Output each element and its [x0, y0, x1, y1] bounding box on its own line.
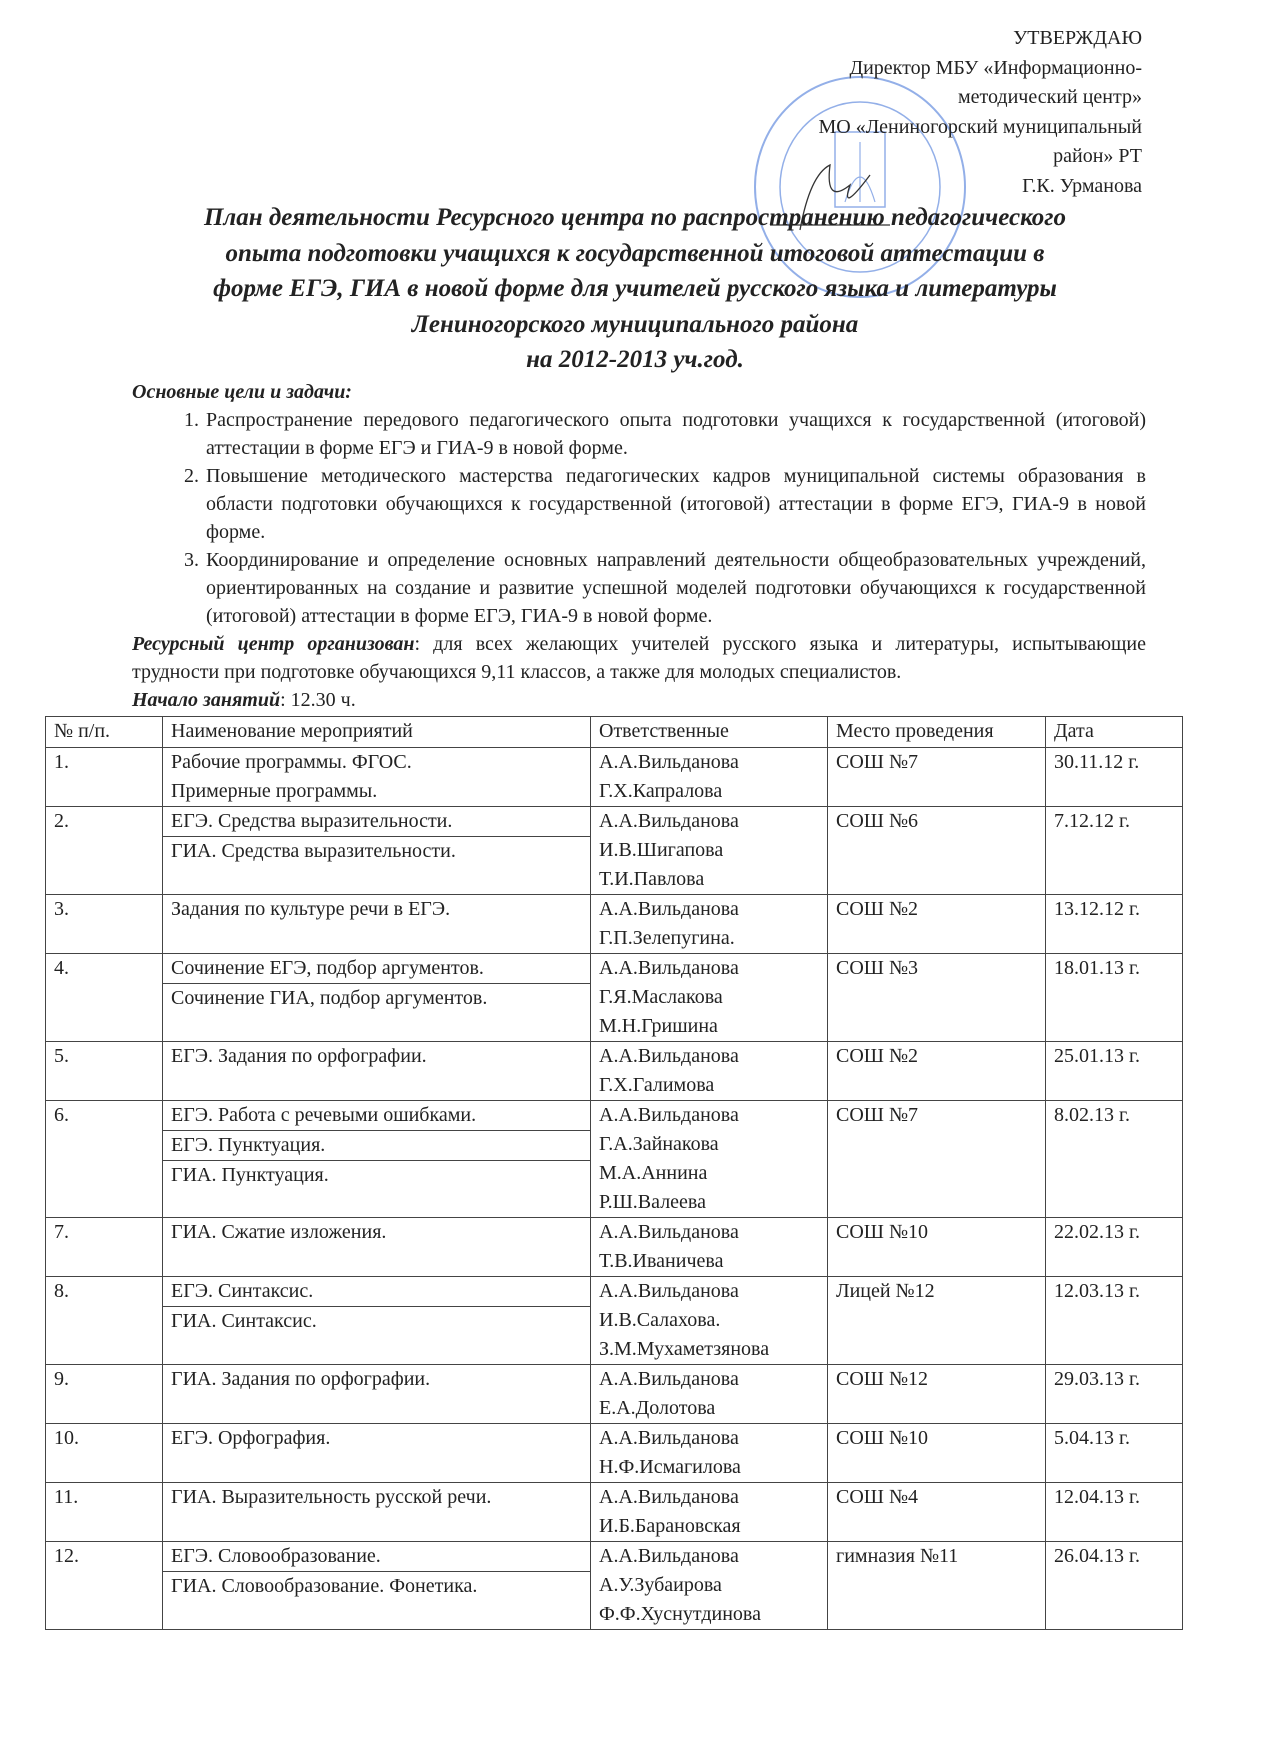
responsible-person: Н.Ф.Исмагилова: [599, 1456, 741, 1478]
start-time: [132, 686, 1146, 714]
event-item: [163, 954, 590, 984]
goal-item: 1. Распространение передового педагогического опыта подготовки учащихся к государственной (итоговой) аттестации в форме ЕГЭ и ГИА-9 в новой форме.: [204, 406, 1146, 462]
event-names: [163, 1542, 591, 1630]
approval-line: Г.К. Урманова: [1022, 174, 1142, 197]
goal-item: 3. Координирование и определение основных направлений деятельности общеобразовательных учреждений, ориентированных на создание и развитие успешной моделей подготовки обучающихся к государственной (итоговой) аттестации в форме ЕГЭ, ГИА-9 в новой форме.: [204, 546, 1146, 630]
responsible-person: И.В.Шигапова: [599, 839, 724, 861]
responsible-person: А.А.Вильданова: [599, 810, 739, 832]
row-number: 2.: [46, 807, 163, 895]
event-place: СОШ №2: [828, 1042, 1046, 1101]
responsible-list: [591, 1365, 828, 1424]
event-place: СОШ №4: [828, 1483, 1046, 1542]
title-line: форме ЕГЭ, ГИА в новой форме для учителей русского языка и литературы: [213, 275, 1057, 302]
row-number: 3.: [46, 895, 163, 954]
event-item: [163, 984, 590, 1013]
event-names: [163, 1424, 591, 1483]
event-place: СОШ №2: [828, 895, 1046, 954]
event-names: [163, 1042, 591, 1101]
title-line: План деятельности Ресурсного центра по распространению педагогического: [203, 204, 1067, 231]
table-row: [46, 954, 1183, 1042]
responsible-person: И.В.Салахова.: [599, 1309, 721, 1331]
event-line: Примерные программы.: [171, 780, 378, 802]
event-place: СОШ №7: [828, 1101, 1046, 1218]
event-names: [163, 954, 591, 1042]
responsible-person: А.А.Вильданова: [599, 1427, 739, 1449]
approval-line: МО «Лениногорский муниципальный: [818, 115, 1142, 138]
table-row: [46, 748, 1183, 807]
event-place: СОШ №12: [828, 1365, 1046, 1424]
responsible-list: [591, 1218, 828, 1277]
responsible-person: А.А.Вильданова: [599, 1104, 739, 1126]
event-place: СОШ №10: [828, 1424, 1046, 1483]
start-text: : 12.30 ч.: [280, 689, 356, 711]
responsible-person: Г.Я.Маслакова: [599, 986, 723, 1008]
event-line: Задания по культуре речи в ЕГЭ.: [171, 898, 451, 920]
responsible-person: А.У.Зубаирова: [599, 1574, 722, 1596]
start-label: Начало занятий: [132, 689, 281, 711]
event-item: [163, 1424, 590, 1453]
goals-list: [132, 406, 1146, 630]
table-row: [46, 1101, 1183, 1218]
responsible-list: [591, 1277, 828, 1365]
event-line: ГИА. Выразительность русской речи.: [171, 1486, 492, 1508]
event-place: СОШ №3: [828, 954, 1046, 1042]
event-item: [163, 1572, 590, 1601]
event-line: ГИА. Задания по орфографии.: [171, 1368, 431, 1390]
responsible-person: И.Б.Барановская: [599, 1515, 741, 1537]
event-line: ЕГЭ. Работа с речевыми ошибками.: [171, 1104, 477, 1126]
event-line: ЕГЭ. Орфография.: [171, 1427, 331, 1449]
event-line: ЕГЭ. Задания по орфографии.: [171, 1045, 427, 1067]
table-row: [46, 1042, 1183, 1101]
row-number: 8.: [46, 1277, 163, 1365]
responsible-list: [591, 895, 828, 954]
responsible-list: [591, 1483, 828, 1542]
document-title: [120, 200, 1150, 378]
responsible-list: [591, 1101, 828, 1218]
event-item: [163, 1277, 590, 1307]
header-place: Место проведения: [828, 717, 1046, 748]
header-event: Наименование мероприятий: [163, 717, 591, 748]
header-number: № п/п.: [46, 717, 163, 748]
row-number: 12.: [46, 1542, 163, 1630]
event-line: ГИА. Средства выразительности.: [171, 840, 456, 862]
event-item: [163, 837, 590, 866]
responsible-list: [591, 748, 828, 807]
row-number: 9.: [46, 1365, 163, 1424]
goal-item: 2. Повышение методического мастерства педагогических кадров муниципальной системы образования в области подготовки обучающихся к государственной (итоговой) аттестации в форме ЕГЭ, ГИА-9 в новой форме.: [204, 462, 1146, 546]
event-date: 7.12.12 г.: [1046, 807, 1183, 895]
responsible-person: А.А.Вильданова: [599, 957, 739, 979]
event-item: [163, 1542, 590, 1572]
table-row: [46, 895, 1183, 954]
event-place: СОШ №10: [828, 1218, 1046, 1277]
approval-line: УТВЕРЖДАЮ: [1013, 27, 1142, 49]
table-row: [46, 1218, 1183, 1277]
responsible-person: А.А.Вильданова: [599, 1221, 739, 1243]
event-place: СОШ №7: [828, 748, 1046, 807]
header-date: Дата: [1046, 717, 1183, 748]
organized-text: : для всех желающих учителей русского языка и литературы, испытывающие трудности при подготовке обучающихся 9,11 классов, а также для молодых специалистов.: [132, 633, 1146, 683]
responsible-person: Ф.Ф.Хуснутдинова: [599, 1603, 761, 1625]
event-date: 26.04.13 г.: [1046, 1542, 1183, 1630]
event-line: ЕГЭ. Средства выразительности.: [171, 810, 453, 832]
event-names: [163, 807, 591, 895]
event-line: ГИА. Пунктуация.: [171, 1164, 329, 1186]
event-place: гимназия №11: [828, 1542, 1046, 1630]
table-row: [46, 1277, 1183, 1365]
event-line: ЕГЭ. Пунктуация.: [171, 1134, 326, 1156]
event-names: [163, 895, 591, 954]
event-line: Сочинение ГИА, подбор аргументов.: [171, 987, 488, 1009]
event-date: 8.02.13 г.: [1046, 1101, 1183, 1218]
responsible-person: Г.П.Зелепугина.: [599, 927, 735, 949]
responsible-person: З.М.Мухаметзянова: [599, 1338, 770, 1360]
responsible-person: А.А.Вильданова: [599, 1045, 739, 1067]
goals-heading: Основные цели и задачи:: [132, 381, 352, 403]
title-line: Лениногорского муниципального района: [411, 310, 859, 338]
table-header-row: [46, 717, 1183, 748]
row-number: 6.: [46, 1101, 163, 1218]
table-row: [46, 1542, 1183, 1630]
event-line: Рабочие программы. ФГОС.: [171, 751, 412, 773]
event-item: [163, 807, 590, 837]
responsible-person: А.А.Вильданова: [599, 898, 739, 920]
header-responsible: Ответственные: [591, 717, 828, 748]
event-date: 25.01.13 г.: [1046, 1042, 1183, 1101]
responsible-person: А.А.Вильданова: [599, 1545, 739, 1567]
responsible-person: А.А.Вильданова: [599, 1368, 739, 1390]
organized-label: Ресурсный центр организован: [132, 633, 415, 655]
event-line: ГИА. Синтаксис.: [171, 1310, 317, 1332]
event-line: ЕГЭ. Синтаксис.: [171, 1280, 314, 1302]
title-line: опыта подготовки учащихся к государственной итоговой аттестации в: [225, 239, 1045, 267]
event-names: [163, 1365, 591, 1424]
responsible-person: М.Н.Гришина: [599, 1015, 718, 1037]
event-item: [163, 1042, 590, 1071]
event-names: [163, 748, 591, 807]
event-line: ГИА. Словообразование. Фонетика.: [171, 1575, 478, 1597]
table-row: [46, 1483, 1183, 1542]
title-line: на 2012-2013 уч.год.: [526, 346, 744, 373]
organized-paragraph: [132, 630, 1146, 686]
responsible-person: Р.Ш.Валеева: [599, 1191, 706, 1213]
approval-line: район» РТ: [1053, 145, 1142, 167]
event-names: [163, 1218, 591, 1277]
responsible-person: А.А.Вильданова: [599, 1486, 739, 1508]
event-place: Лицей №12: [828, 1277, 1046, 1365]
table-row: [46, 1365, 1183, 1424]
table-row: [46, 807, 1183, 895]
event-item: [163, 1365, 590, 1394]
responsible-list: [591, 954, 828, 1042]
responsible-list: [591, 1424, 828, 1483]
approval-block: [818, 24, 1142, 201]
responsible-list: [591, 1042, 828, 1101]
responsible-person: А.А.Вильданова: [599, 751, 739, 773]
responsible-person: Т.И.Павлова: [599, 868, 705, 890]
responsible-person: Е.А.Долотова: [599, 1397, 716, 1419]
event-names: [163, 1101, 591, 1218]
responsible-list: [591, 1542, 828, 1630]
row-number: 1.: [46, 748, 163, 807]
table-row: [46, 1424, 1183, 1483]
event-date: 12.04.13 г.: [1046, 1483, 1183, 1542]
responsible-person: М.А.Аннина: [599, 1162, 708, 1184]
row-number: 5.: [46, 1042, 163, 1101]
approval-line: Директор МБУ «Информационно-: [849, 56, 1142, 79]
event-item: [163, 1161, 590, 1190]
event-place: СОШ №6: [828, 807, 1046, 895]
schedule-table: [45, 716, 1183, 1630]
event-date: 22.02.13 г.: [1046, 1218, 1183, 1277]
responsible-list: [591, 807, 828, 895]
responsible-person: Г.А.Зайнакова: [599, 1133, 719, 1155]
event-line: ЕГЭ. Словообразование.: [171, 1545, 381, 1567]
event-item: [163, 1131, 590, 1161]
event-date: 12.03.13 г.: [1046, 1277, 1183, 1365]
row-number: 7.: [46, 1218, 163, 1277]
event-names: [163, 1277, 591, 1365]
row-number: 4.: [46, 954, 163, 1042]
event-item: [163, 748, 590, 806]
event-item: [163, 895, 590, 924]
event-item: [163, 1101, 590, 1131]
event-date: 29.03.13 г.: [1046, 1365, 1183, 1424]
event-names: [163, 1483, 591, 1542]
event-date: 13.12.12 г.: [1046, 895, 1183, 954]
responsible-person: Г.Х.Галимова: [599, 1074, 715, 1096]
event-item: [163, 1483, 590, 1512]
approval-line: методический центр»: [957, 86, 1142, 108]
event-line: Сочинение ЕГЭ, подбор аргументов.: [171, 957, 484, 979]
responsible-person: Г.Х.Капралова: [599, 780, 723, 802]
event-item: [163, 1307, 590, 1336]
event-date: 30.11.12 г.: [1046, 748, 1183, 807]
event-date: 5.04.13 г.: [1046, 1424, 1183, 1483]
event-date: 18.01.13 г.: [1046, 954, 1183, 1042]
goals-section: [54, 378, 1146, 1630]
row-number: 10.: [46, 1424, 163, 1483]
row-number: 11.: [46, 1483, 163, 1542]
responsible-person: А.А.Вильданова: [599, 1280, 739, 1302]
responsible-person: Т.В.Иваничева: [599, 1250, 724, 1272]
event-line: ГИА. Сжатие изложения.: [171, 1221, 387, 1243]
event-item: [163, 1218, 590, 1247]
